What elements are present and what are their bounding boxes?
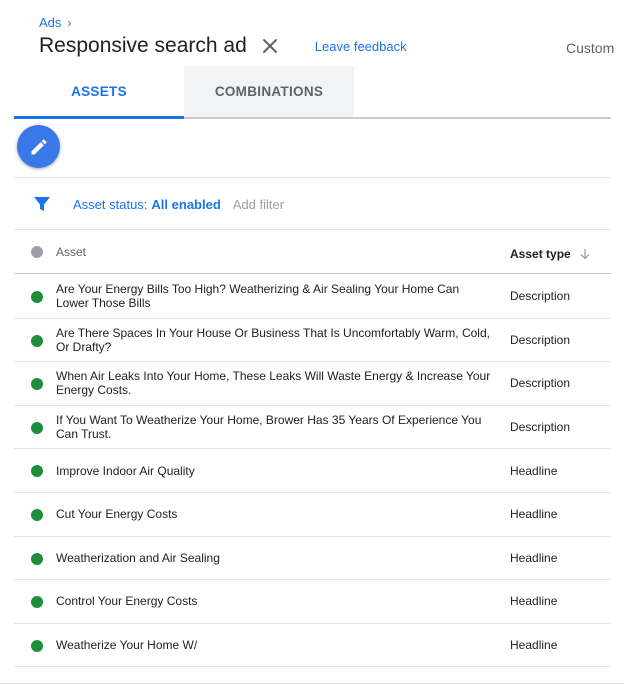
asset-type: Headline xyxy=(510,638,558,653)
table-row[interactable] xyxy=(14,449,611,493)
asset-type: Headline xyxy=(510,594,558,609)
asset-table-body xyxy=(14,275,611,667)
breadcrumb-ads[interactable]: Ads xyxy=(39,15,62,30)
asset-type: Headline xyxy=(510,507,558,522)
asset-text: Are Your Energy Bills Too High? Weatherizing & Air Sealing Your Home Can Lower Those Bills xyxy=(56,282,460,311)
table-row[interactable] xyxy=(14,493,611,537)
table-row[interactable] xyxy=(14,580,611,624)
table-row[interactable] xyxy=(14,624,611,668)
enabled-status-icon xyxy=(31,509,43,521)
divider xyxy=(0,683,624,684)
add-filter-button[interactable]: Add filter xyxy=(232,196,285,212)
funnel-icon[interactable] xyxy=(33,195,51,213)
filter-bar xyxy=(33,193,284,215)
asset-type-column-header[interactable] xyxy=(510,247,591,261)
pencil-icon xyxy=(29,137,49,157)
asset-text: Control Your Energy Costs xyxy=(56,594,198,609)
status-column-icon xyxy=(31,246,43,258)
asset-text: Cut Your Energy Costs xyxy=(56,507,178,522)
enabled-status-icon xyxy=(31,596,43,608)
custom-label-truncated[interactable]: Custom xyxy=(566,40,615,56)
enabled-status-icon xyxy=(31,422,43,434)
edit-button[interactable] xyxy=(17,125,60,168)
asset-type: Headline xyxy=(510,463,558,478)
chevron-right-icon: › xyxy=(67,15,72,30)
asset-type: Description xyxy=(510,289,571,304)
asset-text: Weatherization and Air Sealing xyxy=(56,550,220,565)
enabled-status-icon xyxy=(31,465,43,477)
enabled-status-icon xyxy=(31,640,43,652)
page-title: Responsive search ad xyxy=(39,34,247,57)
asset-type: Headline xyxy=(510,550,558,565)
table-header xyxy=(14,233,611,274)
asset-type: Description xyxy=(510,332,571,347)
enabled-status-icon xyxy=(31,378,43,390)
tab-bar xyxy=(14,66,611,119)
breadcrumb[interactable] xyxy=(39,15,71,30)
leave-feedback-link[interactable]: Leave feedback xyxy=(314,38,407,54)
close-icon[interactable] xyxy=(261,37,279,55)
divider xyxy=(14,229,611,230)
table-row[interactable] xyxy=(14,537,611,581)
asset-type: Description xyxy=(510,376,571,391)
title-row xyxy=(39,32,407,60)
asset-type-header-label: Asset type xyxy=(510,247,571,261)
enabled-status-icon xyxy=(31,291,43,303)
table-row[interactable] xyxy=(14,406,611,450)
tab-assets[interactable]: ASSETS xyxy=(14,66,184,117)
asset-text: Weatherize Your Home W/ xyxy=(56,638,198,653)
asset-type: Description xyxy=(510,420,571,435)
table-row[interactable] xyxy=(14,319,611,363)
asset-status-filter-label[interactable]: Asset status: xyxy=(73,196,148,212)
asset-column-header[interactable]: Asset xyxy=(56,245,87,259)
asset-text: If You Want To Weatherize Your Home, Brower Has 35 Years Of Experience You Can Trust. xyxy=(56,413,482,442)
arrow-down-icon xyxy=(579,248,591,260)
enabled-status-icon xyxy=(31,553,43,565)
asset-text: Improve Indoor Air Quality xyxy=(56,463,195,478)
divider xyxy=(14,177,611,178)
tab-combinations[interactable]: COMBINATIONS xyxy=(184,66,354,117)
asset-text: When Air Leaks Into Your Home, These Leaks Will Waste Energy & Increase Your Energy Costs. xyxy=(56,369,491,398)
asset-status-filter-value[interactable]: All enabled xyxy=(151,196,221,212)
table-row[interactable] xyxy=(14,275,611,319)
table-row[interactable] xyxy=(14,362,611,406)
enabled-status-icon xyxy=(31,335,43,347)
asset-text: Are There Spaces In Your House Or Business That Is Uncomfortably Warm, Cold, Or Drafty? xyxy=(56,325,490,354)
